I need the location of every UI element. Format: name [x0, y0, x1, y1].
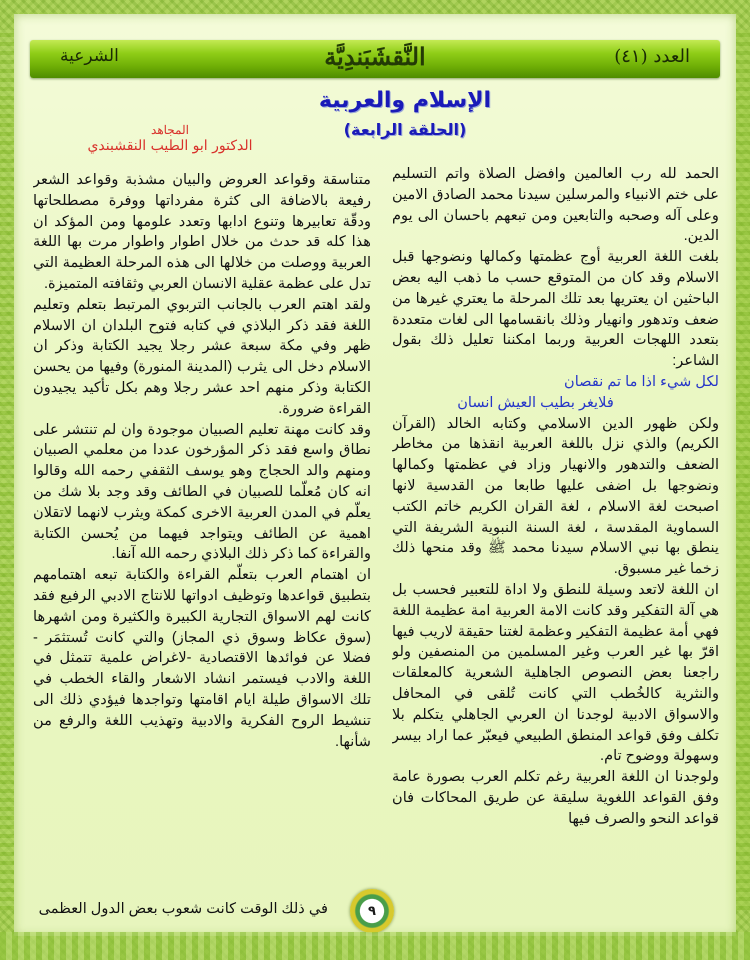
paragraph: ان اللغة لاتعد وسيلة للنطق ولا اداة للتعبير فحسب بل هي آلة التفكير وقد كانت الامة العربية امة عظيمة اللغة فهي أمة عظيمة التفكير وعظمة لغتنا حقيقة لاريب فيها اقرّ بها غير العرب وغير المسلمين من المنصفين ولو راجعنا بعض النصوص الجاهلية الشعرية كالمعلقات والنثرية كالخُطب التي كانت تُلقى في المحافل والاسواق الادبية لوجدنا ان العربي الجاهلي يتكلم بلا تكلف وفق قواعد المنطق الطبيعي فيعبّر عما اراد بيسر وسهولة ووضوح تام. [392, 581, 719, 765]
right-ornament-strip [736, 30, 750, 910]
paragraph: متناسقة وقواعد العروض والبيان مشذبة وقواعد الشعر رفيعة بالاضافة الى كثرة مفرداتها ووفرة مصطلحاتها ودقّة تعابيرها وتنوع ادابها وتعدد علومها ومن المؤكد ان هذا كله قد حدث من خلال اطوار واطوار مرت بها اللغة العربية ووصلت من خلالها الى هذه المرحلة العظيمة التي تدل على عظمة عقلية الانسان العربي وثقافته المتميزة. [33, 172, 371, 292]
issue-number: العدد (٤١) [614, 46, 690, 67]
continuation-line: في ذلك الوقت كانت شعوب بعض الدول العظمى [38, 901, 328, 917]
paragraph: ولقد اهتم العرب بالجانب التربوي المرتبط بتعلم وتعليم اللغة فقد ذكر البلاذي في كتابه فتوح البلدان ان الاسلام ظهر وفي مكة سبعة عشر رجلا يجيد الكتابة وذكر ان الاسلام دخل الى يثرب (المدينة المنورة) وفيها من يحسن الكتابة وذكر منهم احد عشر رجلا وهم بكل تأكيد يجيدون القراءة ضرورة. [33, 296, 371, 417]
article-title: الإسلام والعربية [318, 88, 492, 113]
author-name: الدكتور ابو الطيب النقشبندي [87, 138, 253, 154]
magazine-title: النَّقشَبَندِيَّة [324, 42, 426, 71]
paragraph: ان اهتمام العرب بتعلّم القراءة والكتابة تبعه اهتمامهم بتطبيق قواعدها وتوظيف ادواتها للانتاج الادبي الرفيع فقد كانت لهم الاسواق التجارية الكبيرة والكثيرة ومن اشهرها (سوق عكاظ وسوق ذي المجاز) والتي كانت تُستثمَر - فضلا عن فوائدها الاقتصادية -لاغراض علمية تتمثل في اللغة والادب فيستمر انشاد الاشعار والقاء الخطب في تلك الاسواق طيلة ايام اقامتها وتواجدها فيؤدي ذلك الى تنشيط الروح الفكرية والادبية وتهذيب اللغة والرفع من شأنها. [33, 567, 371, 750]
left-column [33, 170, 371, 930]
section-name: الشرعية [60, 46, 119, 66]
bottom-ornament [0, 932, 750, 960]
paragraph: وقد كانت مهنة تعليم الصبيان موجودة وان لم تنتشر على نطاق واسع فقد ذكر المؤرخون عددا من معلمي الصبيان ومنهم والد الحجاج وهو يوسف الثقفي رحمه الله وقالوا انه كان مُعلّما للصبيان في الطائف وقد وجد بلا شك من يعلّم في المدن العربية الاخرى كمكة ويثرب لانهما لاتقلان اهمية عن الطائف ويتواجد فيهما من يُحسن الكتابة والقراءة كما ذكر ذلك البلاذي رحمه الله آنفا. [33, 421, 371, 563]
right-column [392, 164, 719, 924]
paragraph: بلغت اللغة العربية أوج عظمتها وكمالها ونضوجها قبل الاسلام وقد كان من المتوقع حسب ما ذهب اليه بعض الباحثين ان يعتريها بعد تلك المرحلة ما يعتري غيرها من ضعف وتدهور وانهيار وذلك بانقسامها الى لغات متعددة بتعدد اللهجات العربية وربما امكننا تعليل ذلك بقول الشاعر: [392, 249, 719, 370]
header-bar [30, 40, 720, 78]
page-number-badge [350, 889, 394, 933]
poem-line: فلايغر بطيب العيش انسان [457, 394, 614, 411]
author-block [60, 122, 280, 154]
article-subtitle: (الحلقة الرابعة) [343, 120, 467, 139]
poem-line: لكل شيء اذا ما تم نقصان [564, 373, 719, 390]
page-number: ٩ [368, 903, 376, 919]
left-ornament-strip [0, 30, 14, 910]
author-title: المجاهد [151, 123, 189, 137]
paragraph: الحمد لله رب العالمين وافضل الصلاة واتم التسليم على ختم الانبياء والمرسلين سيدنا محمد الصادق الامين وعلى آله وصحبه والتابعين ومن تبعهم باحسان الى يوم الدين. [392, 166, 719, 245]
paragraph: ولوجدنا ان اللغة العربية رغم تكلم العرب بصورة عامة وفق القواعد اللغوية سليقة عن طريق المحاكات فان قواعد النحو والصرف فيها [392, 769, 719, 827]
paragraph: ولكن ظهور الدين الاسلامي وكتابه الخالد (القرآن الكريم) والذي نزل باللغة العربية انقذها من مخاطر الضعف والتدهور والانهيار وزاد في عظمتها وكمالها ونضوجها بل اضفى عليها طابعا من القدسية لانها اصبحت لغة الاسلام ، لغة القران الكريم خاتم الكتب السماوية المقدسة ، لغة السنة النبوية الشريفة التي ينطق بها نبي الاسلام سيدنا محمد ﷺ وقد منحها ذلك زخما غير مسبوق. [392, 415, 719, 578]
